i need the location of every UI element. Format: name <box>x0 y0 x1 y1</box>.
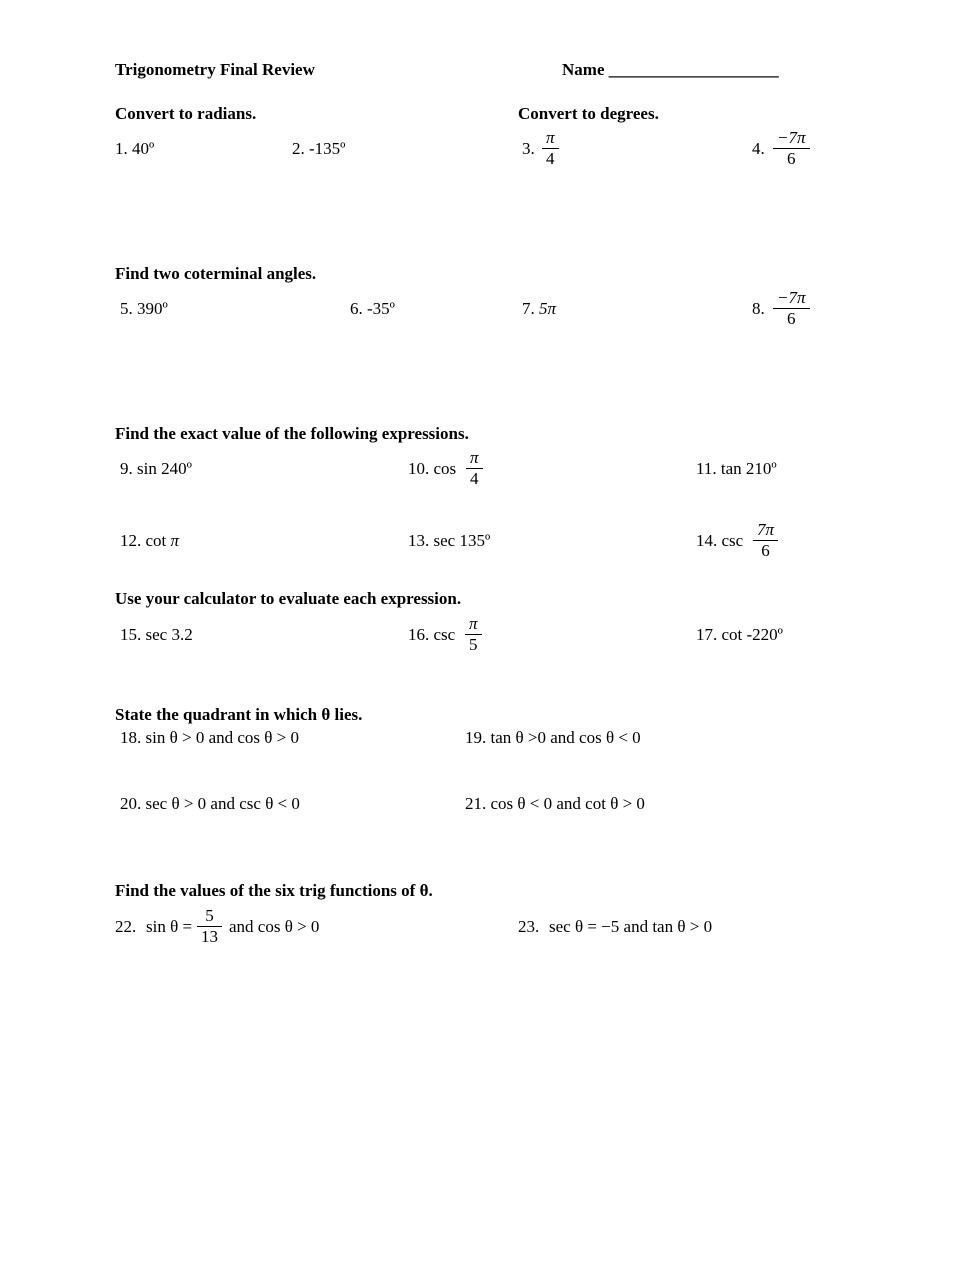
problem-10-fraction <box>466 448 483 489</box>
problem-3-label: 3. <box>522 139 535 158</box>
problem-7-label: 7. <box>522 299 535 318</box>
problem-1: 1. 40º <box>115 139 155 158</box>
problem-8-fraction <box>773 288 810 329</box>
page-title: Trigonometry Final Review <box>115 60 315 79</box>
problem-3-denominator: 4 <box>546 149 555 168</box>
problem-4-numerator: −7π <box>773 128 810 149</box>
problem-22-condition: and cos θ > 0 <box>229 917 320 936</box>
problem-6: 6. -35º <box>350 299 395 318</box>
heading-exact-value: Find the exact value of the following expressions. <box>115 424 469 443</box>
problem-11: 11. tan 210º <box>696 459 777 478</box>
name-field <box>562 60 779 80</box>
problem-14-denominator: 6 <box>761 541 770 560</box>
heading-convert-degrees: Convert to degrees. <box>518 104 659 123</box>
problem-10-label: 10. cos <box>408 459 457 478</box>
problem-23-expression: sec θ = −5 and tan θ > 0 <box>549 917 713 936</box>
problem-2: 2. -135º <box>292 139 346 158</box>
problem-23-label: 23. <box>518 917 540 936</box>
problem-4-denominator: 6 <box>787 149 796 168</box>
problem-3-numerator: π <box>542 128 559 149</box>
heading-calculator: Use your calculator to evaluate each expression. <box>115 589 462 608</box>
problem-12-label: 12. cot <box>120 531 167 550</box>
problem-22-fraction <box>197 906 222 947</box>
problem-7-value: 5π <box>539 299 557 318</box>
problem-16-numerator: π <box>465 614 482 635</box>
problem-19: 19. tan θ >0 and cos θ < 0 <box>465 728 641 747</box>
problem-8-denominator: 6 <box>787 309 796 328</box>
problem-16-fraction <box>465 614 482 655</box>
problem-7 <box>522 299 556 319</box>
problem-4-fraction <box>773 128 810 169</box>
heading-coterminal: Find two coterminal angles. <box>115 264 317 283</box>
problem-5: 5. 390º <box>120 299 168 318</box>
problem-3-fraction <box>542 128 559 169</box>
problem-17: 17. cot -220º <box>696 625 783 644</box>
problem-20: 20. sec θ > 0 and csc θ < 0 <box>120 794 300 813</box>
problem-22-lhs: sin θ = <box>146 917 193 936</box>
problem-22-denominator: 13 <box>201 927 218 946</box>
name-label: Name <box>562 60 605 79</box>
problem-14-numerator: 7π <box>753 520 778 541</box>
problem-21: 21. cos θ < 0 and cot θ > 0 <box>465 794 645 813</box>
problem-22-label: 22. <box>115 917 137 936</box>
problem-22-numerator: 5 <box>197 906 222 927</box>
heading-convert-radians: Convert to radians. <box>115 104 257 123</box>
problem-8-label: 8. <box>752 299 765 318</box>
problem-14-label: 14. csc <box>696 531 744 550</box>
problem-10-denominator: 4 <box>470 469 479 488</box>
problem-14-fraction <box>753 520 778 561</box>
problem-4-label: 4. <box>752 139 765 158</box>
problem-8-numerator: −7π <box>773 288 810 309</box>
problem-15: 15. sec 3.2 <box>120 625 193 644</box>
problem-13: 13. sec 135º <box>408 531 491 550</box>
problem-16-denominator: 5 <box>469 635 478 654</box>
heading-six-trig: Find the values of the six trig functions of θ. <box>115 881 433 900</box>
problem-16-label: 16. csc <box>408 625 456 644</box>
problem-12-value: π <box>170 531 180 550</box>
problem-12 <box>120 531 179 551</box>
problem-10-numerator: π <box>466 448 483 469</box>
heading-quadrant: State the quadrant in which θ lies. <box>115 705 363 724</box>
problem-18: 18. sin θ > 0 and cos θ > 0 <box>120 728 300 747</box>
problem-9: 9. sin 240º <box>120 459 192 478</box>
name-blank: ____________________ <box>608 60 779 79</box>
